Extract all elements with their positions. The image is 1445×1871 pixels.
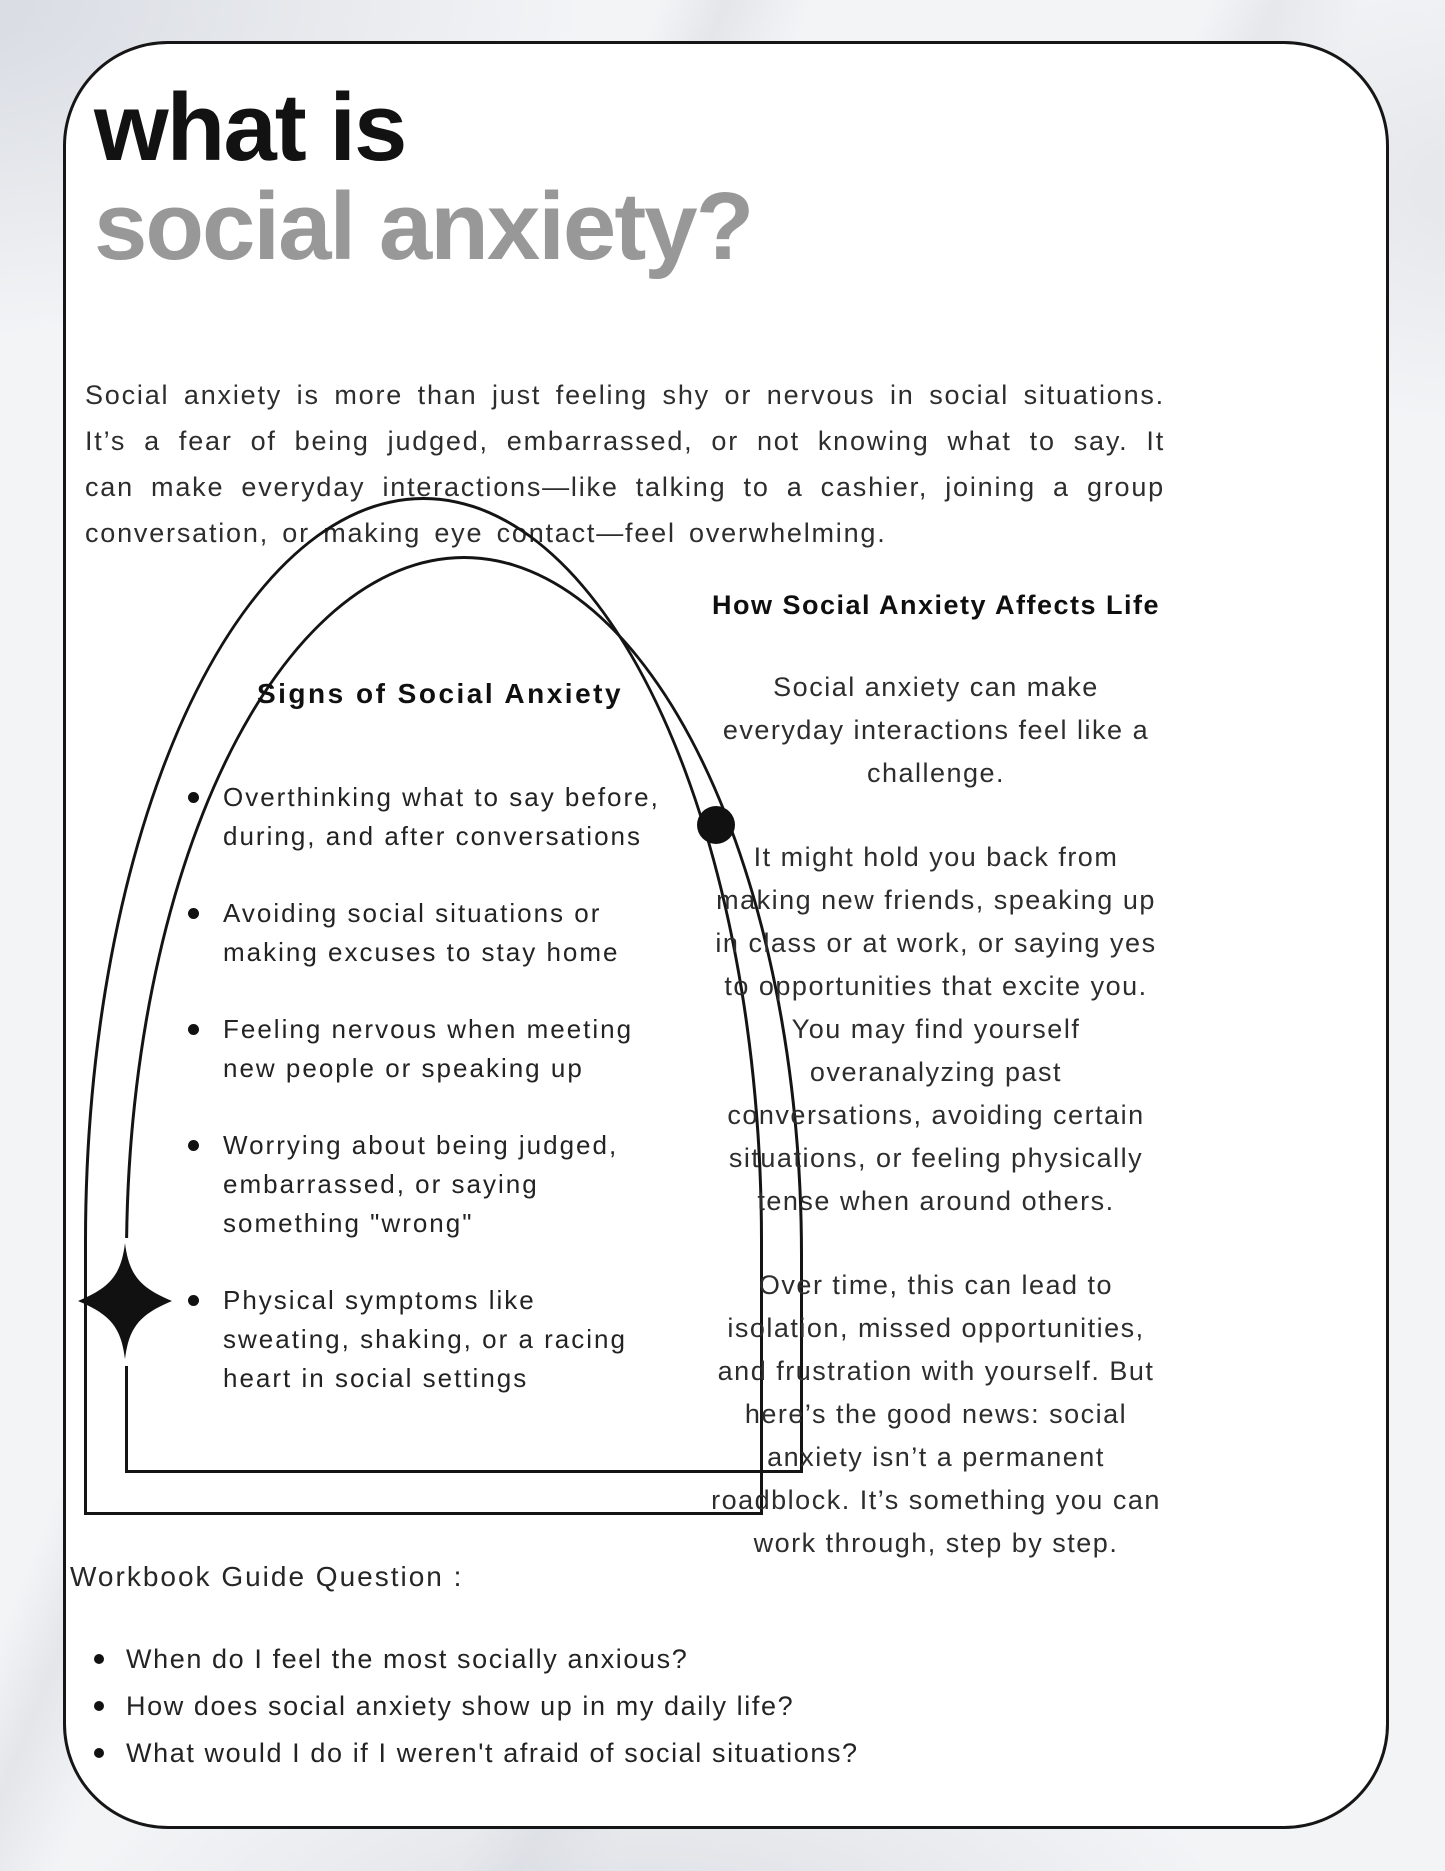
page-title-line2: social anxiety? (94, 173, 753, 280)
affects-life-section (710, 585, 1162, 1565)
list-item: Overthinking what to say before, during, and after conversations (186, 778, 660, 856)
list-item: Physical symptoms like sweating, shaking, or a racing heart in social settings (186, 1281, 660, 1398)
workbook-question-list (94, 1643, 1170, 1770)
intro-paragraph: Social anxiety is more than just feeling shy or nervous in social situations. It’s a fear of being judged, embarrassed, or not knowing what to say. It can make everyday interactions—like talking to a cashier, joining a group conversation, or making eye contact—feel overwhelming. (85, 380, 1165, 548)
signs-list (186, 778, 660, 1436)
sparkle-icon (78, 1243, 172, 1359)
workbook-heading: Workbook Guide Question : (70, 1561, 464, 1592)
list-item: Avoiding social situations or making excuses to stay home (186, 894, 660, 972)
affects-paragraph: Over time, this can lead to isolation, missed opportunities, and frustration with yourself. But here’s the good news: social anxiety isn’t a permanent roadblock. It’s something you can work through, step by step. (711, 1270, 1161, 1558)
list-item: When do I feel the most socially anxious? (94, 1643, 1170, 1676)
list-item: How does social anxiety show up in my daily life? (94, 1690, 1170, 1723)
list-item: Feeling nervous when meeting new people or speaking up (186, 1010, 660, 1088)
workbook-guide-section (70, 1560, 1170, 1784)
list-item: Worrying about being judged, embarrassed, or saying something "wrong" (186, 1126, 660, 1243)
signs-heading: Signs of Social Anxiety (256, 678, 624, 709)
page-title (94, 74, 753, 280)
affects-paragraph: It might hold you back from making new friends, speaking up in class or at work, or saying yes to opportunities that excite you. You may find yourself overanalyzing past conversations, avoiding certain situations, or feeling physically tense when around others. (715, 842, 1157, 1216)
list-item: What would I do if I weren't afraid of social situations? (94, 1737, 1170, 1770)
affects-heading: How Social Anxiety Affects Life (711, 590, 1161, 620)
affects-paragraph: Social anxiety can make everyday interactions feel like a challenge. (722, 672, 1150, 788)
page-title-line1: what is (94, 74, 406, 181)
